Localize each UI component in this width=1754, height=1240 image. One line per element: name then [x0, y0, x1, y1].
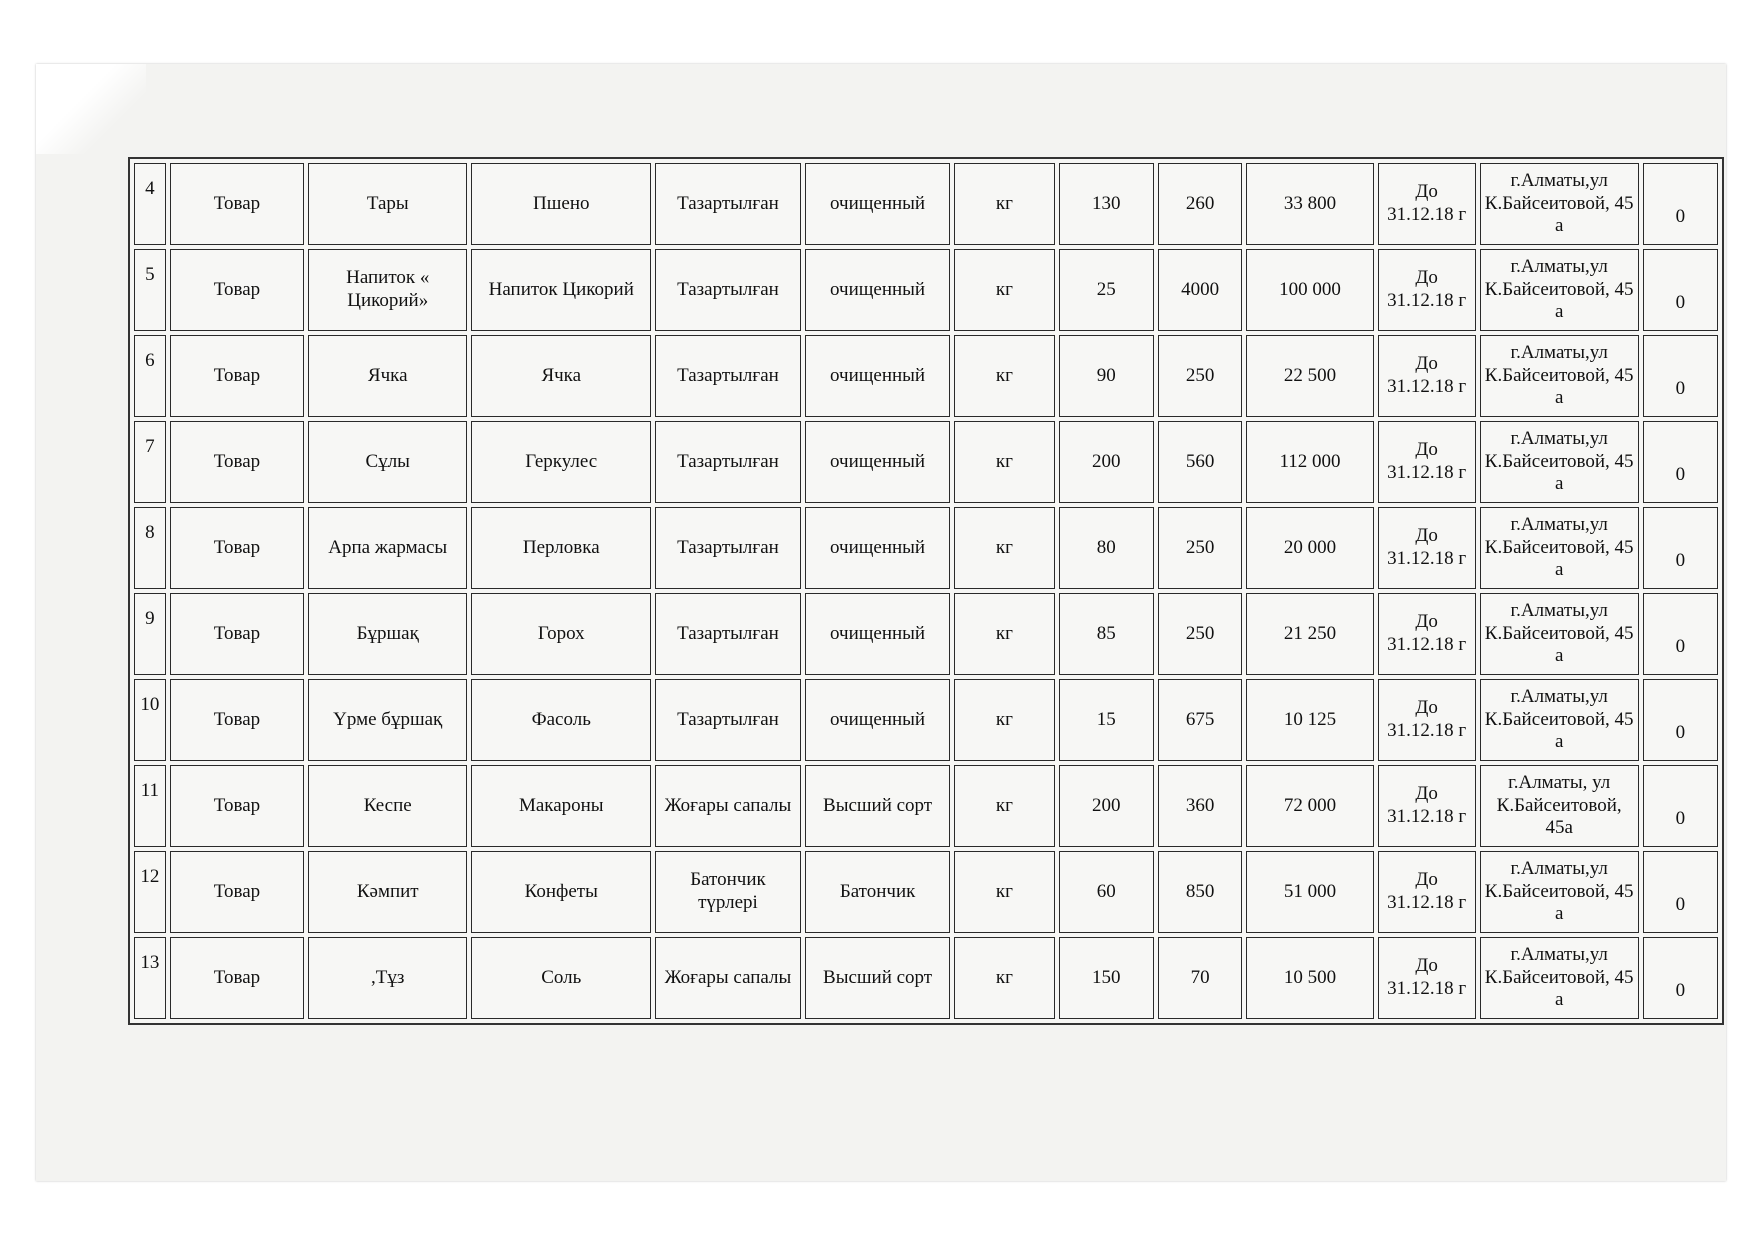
delivery-address: г.Алматы, ул К.Байсеитовой, 45а	[1480, 765, 1639, 847]
goods-table	[128, 157, 1724, 1025]
advance-payment: 0	[1643, 249, 1718, 331]
quantity: 90	[1059, 335, 1155, 417]
item-name-ru: Перловка	[471, 507, 651, 589]
item-type: Товар	[170, 507, 304, 589]
unit-price: 675	[1158, 679, 1242, 761]
quality-kz: Жоғары сапалы	[655, 937, 801, 1019]
table-row	[134, 765, 1718, 847]
quality-kz: Тазартылған	[655, 421, 801, 503]
table-row	[134, 507, 1718, 589]
advance-payment: 0	[1643, 593, 1718, 675]
row-number: 8	[134, 507, 166, 589]
quality-kz: Тазартылған	[655, 249, 801, 331]
delivery-address: г.Алматы,ул К.Байсеитовой, 45 а	[1480, 679, 1639, 761]
quality-ru: Батончик	[805, 851, 951, 933]
item-name-kz: Бұршақ	[308, 593, 467, 675]
item-name-ru: Конфеты	[471, 851, 651, 933]
quantity: 85	[1059, 593, 1155, 675]
total-sum: 112 000	[1246, 421, 1373, 503]
delivery-term: До 31.12.18 г	[1378, 679, 1476, 761]
advance-payment: 0	[1643, 163, 1718, 245]
delivery-term: До 31.12.18 г	[1378, 765, 1476, 847]
row-number: 11	[134, 765, 166, 847]
quality-kz: Жоғары сапалы	[655, 765, 801, 847]
delivery-address: г.Алматы,ул К.Байсеитовой, 45 а	[1480, 335, 1639, 417]
delivery-term: До 31.12.18 г	[1378, 163, 1476, 245]
unit-of-measure: кг	[954, 851, 1054, 933]
item-name-kz: Тары	[308, 163, 467, 245]
delivery-address: г.Алматы,ул К.Байсеитовой, 45 а	[1480, 249, 1639, 331]
unit-price: 250	[1158, 593, 1242, 675]
delivery-term: До 31.12.18 г	[1378, 593, 1476, 675]
item-type: Товар	[170, 249, 304, 331]
quality-kz: Тазартылған	[655, 593, 801, 675]
item-type: Товар	[170, 335, 304, 417]
unit-price: 250	[1158, 507, 1242, 589]
delivery-term: До 31.12.18 г	[1378, 249, 1476, 331]
advance-payment: 0	[1643, 421, 1718, 503]
total-sum: 100 000	[1246, 249, 1373, 331]
item-name-kz: Сұлы	[308, 421, 467, 503]
item-name-kz: Ячка	[308, 335, 467, 417]
delivery-address: г.Алматы,ул К.Байсеитовой, 45 а	[1480, 507, 1639, 589]
row-number: 5	[134, 249, 166, 331]
unit-of-measure: кг	[954, 421, 1054, 503]
advance-payment: 0	[1643, 937, 1718, 1019]
quality-ru: очищенный	[805, 679, 951, 761]
table-body	[134, 163, 1718, 1019]
quality-ru: очищенный	[805, 421, 951, 503]
unit-price: 360	[1158, 765, 1242, 847]
item-name-kz: Кәмпит	[308, 851, 467, 933]
item-name-ru: Напиток Цикорий	[471, 249, 651, 331]
item-type: Товар	[170, 679, 304, 761]
unit-price: 850	[1158, 851, 1242, 933]
total-sum: 33 800	[1246, 163, 1373, 245]
total-sum: 10 500	[1246, 937, 1373, 1019]
row-number: 7	[134, 421, 166, 503]
delivery-term: До 31.12.18 г	[1378, 335, 1476, 417]
unit-of-measure: кг	[954, 249, 1054, 331]
unit-price: 70	[1158, 937, 1242, 1019]
row-number: 13	[134, 937, 166, 1019]
total-sum: 22 500	[1246, 335, 1373, 417]
table-row	[134, 851, 1718, 933]
table-row	[134, 335, 1718, 417]
quantity: 80	[1059, 507, 1155, 589]
item-type: Товар	[170, 163, 304, 245]
table-row	[134, 679, 1718, 761]
quantity: 60	[1059, 851, 1155, 933]
row-number: 4	[134, 163, 166, 245]
advance-payment: 0	[1643, 679, 1718, 761]
item-name-kz: Кеспе	[308, 765, 467, 847]
delivery-address: г.Алматы,ул К.Байсеитовой, 45 а	[1480, 593, 1639, 675]
quality-kz: Тазартылған	[655, 507, 801, 589]
quality-ru: Высший сорт	[805, 937, 951, 1019]
item-name-ru: Фасоль	[471, 679, 651, 761]
delivery-address: г.Алматы,ул К.Байсеитовой, 45 а	[1480, 937, 1639, 1019]
quantity: 200	[1059, 765, 1155, 847]
total-sum: 21 250	[1246, 593, 1373, 675]
item-type: Товар	[170, 937, 304, 1019]
item-name-ru: Макароны	[471, 765, 651, 847]
unit-price: 560	[1158, 421, 1242, 503]
item-name-kz: Напиток « Цикорий»	[308, 249, 467, 331]
total-sum: 20 000	[1246, 507, 1373, 589]
unit-of-measure: кг	[954, 593, 1054, 675]
quality-ru: очищенный	[805, 249, 951, 331]
delivery-term: До 31.12.18 г	[1378, 937, 1476, 1019]
unit-price: 260	[1158, 163, 1242, 245]
delivery-address: г.Алматы,ул К.Байсеитовой, 45 а	[1480, 163, 1639, 245]
unit-of-measure: кг	[954, 679, 1054, 761]
item-name-kz: Үрме бұршақ	[308, 679, 467, 761]
unit-price: 250	[1158, 335, 1242, 417]
quality-kz: Батончик түрлері	[655, 851, 801, 933]
total-sum: 51 000	[1246, 851, 1373, 933]
row-number: 12	[134, 851, 166, 933]
advance-payment: 0	[1643, 765, 1718, 847]
delivery-term: До 31.12.18 г	[1378, 421, 1476, 503]
table-row	[134, 593, 1718, 675]
item-type: Товар	[170, 593, 304, 675]
item-name-ru: Соль	[471, 937, 651, 1019]
quantity: 200	[1059, 421, 1155, 503]
row-number: 6	[134, 335, 166, 417]
delivery-term: До 31.12.18 г	[1378, 851, 1476, 933]
item-type: Товар	[170, 851, 304, 933]
item-type: Товар	[170, 765, 304, 847]
delivery-address: г.Алматы,ул К.Байсеитовой, 45 а	[1480, 421, 1639, 503]
quality-kz: Тазартылған	[655, 335, 801, 417]
total-sum: 10 125	[1246, 679, 1373, 761]
delivery-term: До 31.12.18 г	[1378, 507, 1476, 589]
unit-of-measure: кг	[954, 765, 1054, 847]
quality-kz: Тазартылған	[655, 163, 801, 245]
quality-ru: Высший сорт	[805, 765, 951, 847]
quality-ru: очищенный	[805, 507, 951, 589]
row-number: 9	[134, 593, 166, 675]
unit-price: 4000	[1158, 249, 1242, 331]
delivery-address: г.Алматы,ул К.Байсеитовой, 45 а	[1480, 851, 1639, 933]
quantity: 25	[1059, 249, 1155, 331]
item-name-ru: Геркулес	[471, 421, 651, 503]
item-name-kz: Арпа жармасы	[308, 507, 467, 589]
quality-ru: очищенный	[805, 163, 951, 245]
quality-ru: очищенный	[805, 593, 951, 675]
quality-ru: очищенный	[805, 335, 951, 417]
advance-payment: 0	[1643, 335, 1718, 417]
item-type: Товар	[170, 421, 304, 503]
row-number: 10	[134, 679, 166, 761]
unit-of-measure: кг	[954, 335, 1054, 417]
item-name-ru: Ячка	[471, 335, 651, 417]
unit-of-measure: кг	[954, 163, 1054, 245]
quantity: 150	[1059, 937, 1155, 1019]
item-name-ru: Пшено	[471, 163, 651, 245]
advance-payment: 0	[1643, 851, 1718, 933]
item-name-kz: ,Тұз	[308, 937, 467, 1019]
advance-payment: 0	[1643, 507, 1718, 589]
unit-of-measure: кг	[954, 937, 1054, 1019]
quantity: 15	[1059, 679, 1155, 761]
total-sum: 72 000	[1246, 765, 1373, 847]
table-row	[134, 421, 1718, 503]
quantity: 130	[1059, 163, 1155, 245]
table-row	[134, 937, 1718, 1019]
unit-of-measure: кг	[954, 507, 1054, 589]
table-row	[134, 249, 1718, 331]
item-name-ru: Горох	[471, 593, 651, 675]
quality-kz: Тазартылған	[655, 679, 801, 761]
table-row	[134, 163, 1718, 245]
